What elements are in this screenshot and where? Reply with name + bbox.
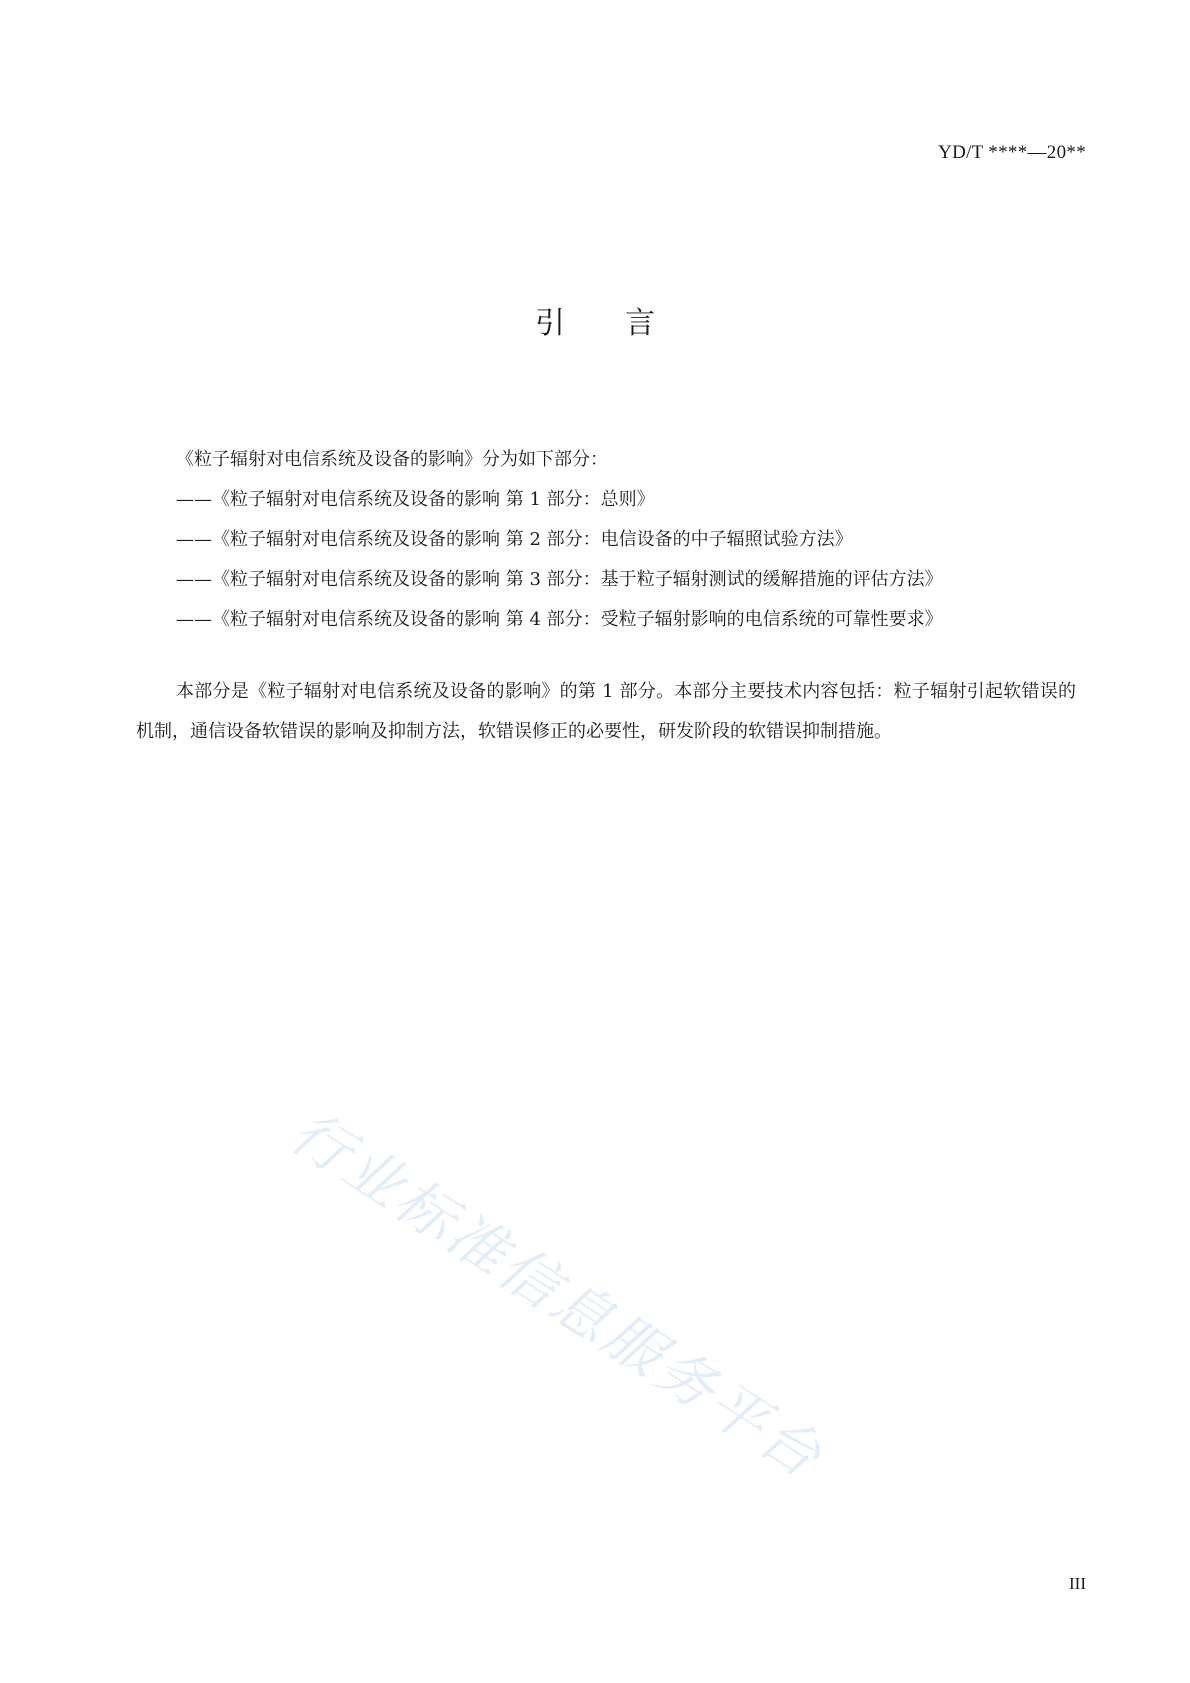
watermark: 行业标准信息服务平台 xyxy=(278,1097,836,1493)
list-item-part-2: ——《粒子辐射对电信系统及设备的影响 第 2 部分：电信设备的中子辐照试验方法》 xyxy=(176,529,853,550)
parts-list xyxy=(176,488,943,648)
summary-paragraph: 本部分是《粒子辐射对电信系统及设备的影响》的第 1 部分。本部分主要技术内容包括：粒子辐射引起软错误的机制，通信设备软错误的影响及抑制方法，软错误修正的必要性，研发阶段的软错误抑制措施。 xyxy=(136,681,1076,742)
intro-paragraph: 《粒子辐射对电信系统及设备的影响》分为如下部分： xyxy=(176,449,608,470)
document-code: YD/T ****—20** xyxy=(938,142,1086,163)
page-number: III xyxy=(1069,1574,1086,1593)
section-title-char-1: 引 xyxy=(535,306,565,341)
list-item-part-3: ——《粒子辐射对电信系统及设备的影响 第 3 部分：基于粒子辐射测试的缓解措施的评估方法》 xyxy=(176,569,943,590)
section-title-char-2: 言 xyxy=(625,306,655,341)
list-item-part-1: ——《粒子辐射对电信系统及设备的影响 第 1 部分：总则》 xyxy=(176,489,655,510)
list-item-part-4: ——《粒子辐射对电信系统及设备的影响 第 4 部分：受粒子辐射影响的电信系统的可靠性要求》 xyxy=(176,609,943,630)
section-title xyxy=(0,298,1190,342)
